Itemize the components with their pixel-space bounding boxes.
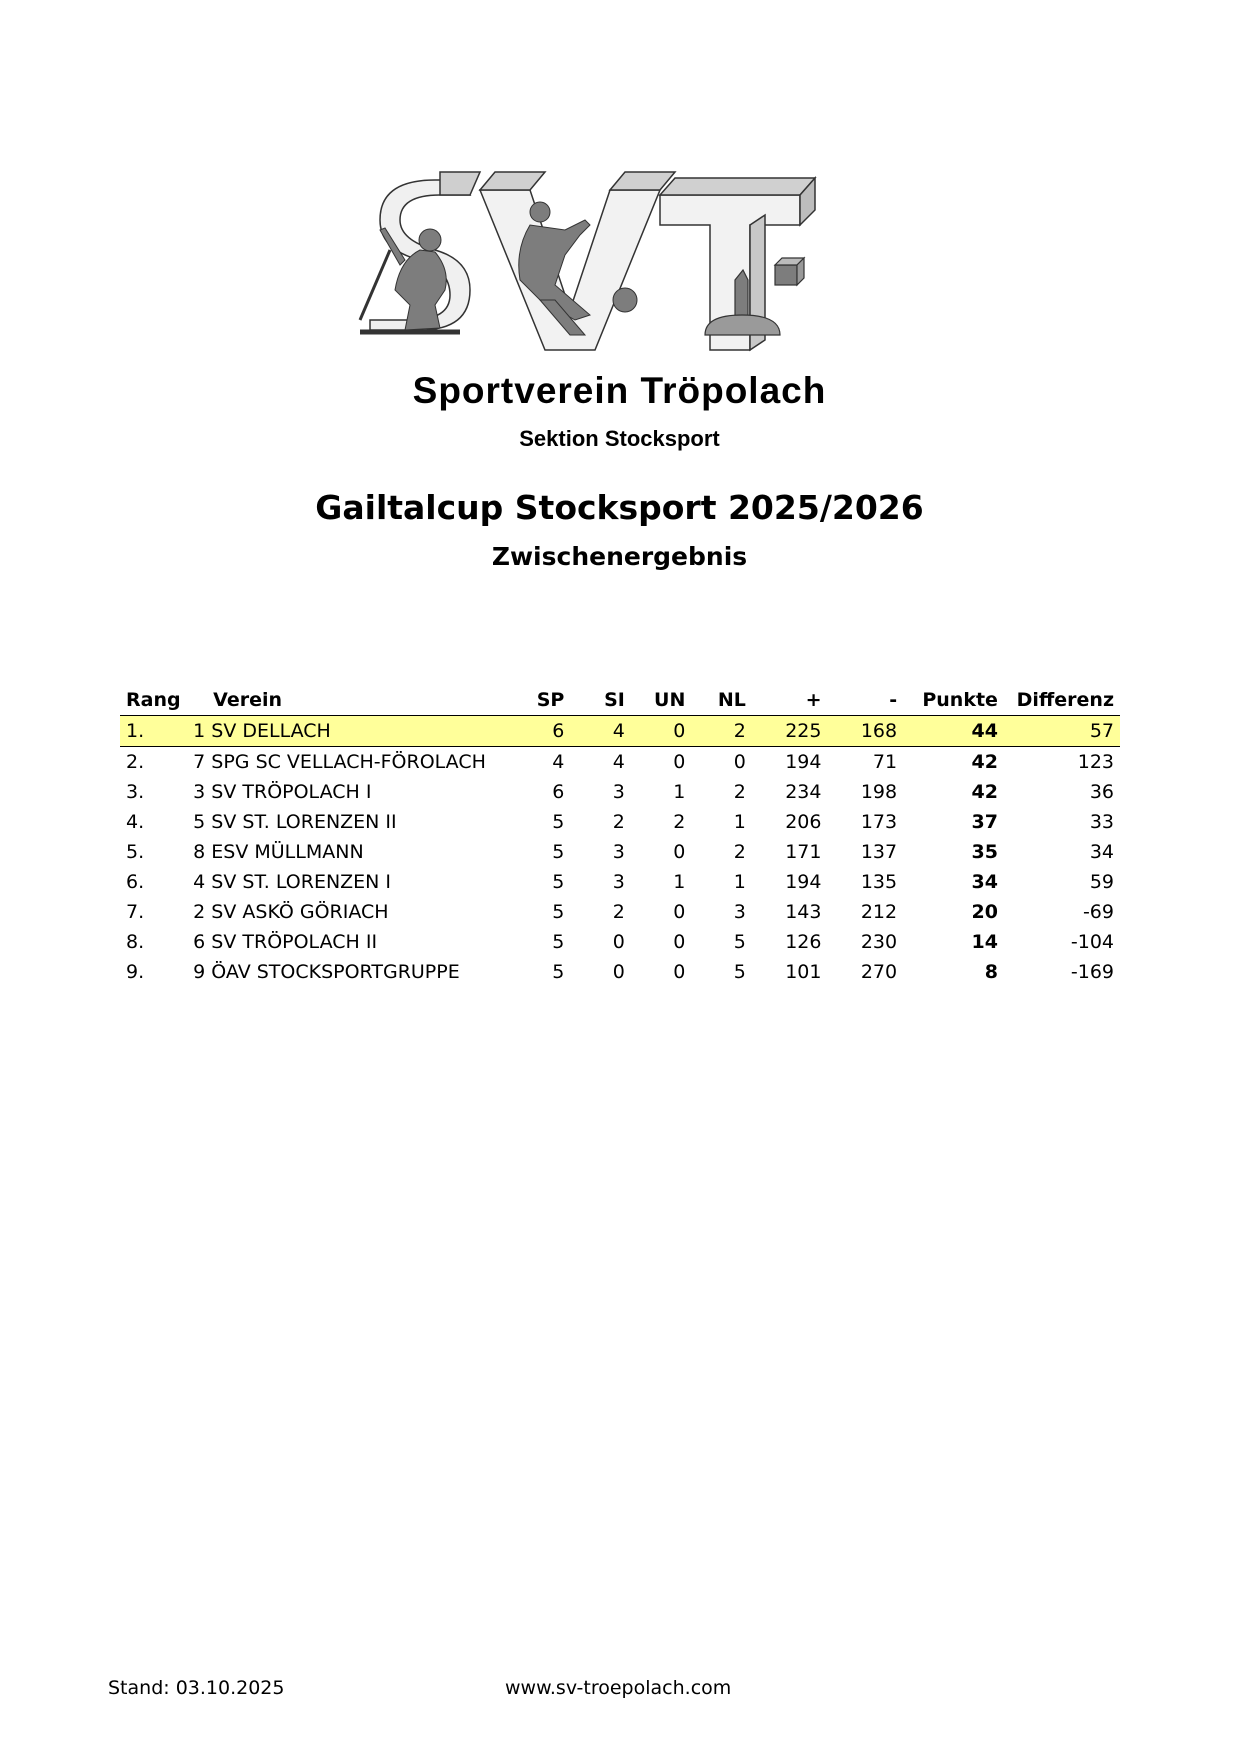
- cell-si: 2: [612, 811, 625, 833]
- col-header-si: SI: [570, 685, 631, 716]
- cell-plus: 171: [785, 841, 822, 863]
- footer-date: Stand: 03.10.2025: [108, 1677, 285, 1699]
- cell-minus: 168: [827, 716, 903, 747]
- cell-verein: 1 SV DELLACH: [187, 716, 510, 747]
- cell-sp: 4: [552, 751, 565, 773]
- cell-si: 0: [612, 961, 625, 983]
- standings-table: [120, 685, 1120, 987]
- cell-rang: 9.: [126, 961, 145, 983]
- cell-differenz: 59: [1089, 871, 1114, 893]
- cell-punkte: 8: [984, 961, 998, 983]
- col-header-rang: Rang: [120, 685, 187, 716]
- cell-nl: 2: [733, 781, 746, 803]
- cell-differenz: 34: [1089, 841, 1114, 863]
- cell-un: 0: [673, 901, 686, 923]
- cell-punkte: 42: [971, 781, 998, 803]
- cell-differenz: 33: [1089, 811, 1114, 833]
- cell-rang: 3.: [126, 781, 145, 803]
- cell-nl: 5: [733, 931, 746, 953]
- cell-minus: 230: [860, 931, 898, 953]
- page-subtitle: Zwischenergebnis: [491, 542, 748, 571]
- cell-minus: 135: [860, 871, 898, 893]
- cell-punkte: 20: [971, 901, 998, 923]
- cell-nl: 3: [733, 901, 746, 923]
- cell-punkte: 35: [971, 841, 998, 863]
- page-title: Gailtalcup Stocksport 2025/2026: [315, 488, 924, 527]
- cell-un: 0: [673, 841, 686, 863]
- cell-verein: 4 SV ST. LORENZEN I: [193, 871, 392, 893]
- cell-punkte: 42: [971, 751, 998, 773]
- cell-plus: 194: [785, 871, 822, 893]
- table-row: [120, 807, 1120, 837]
- cell-verein: 7 SPG SC VELLACH-FÖROLACH: [193, 751, 486, 773]
- cell-si: 3: [612, 871, 625, 893]
- cell-un: 0: [673, 961, 686, 983]
- cell-nl: 1: [733, 811, 746, 833]
- cell-un: 0: [631, 716, 692, 747]
- table-row: [120, 927, 1120, 957]
- table-row: [120, 897, 1120, 927]
- cell-si: 4: [612, 751, 625, 773]
- cell-plus: 234: [785, 781, 822, 803]
- table-row: [120, 747, 1120, 778]
- cell-punkte: 34: [971, 871, 998, 893]
- cell-minus: 270: [860, 961, 898, 983]
- cell-minus: 198: [860, 781, 898, 803]
- cell-differenz: -104: [1070, 931, 1114, 953]
- cell-differenz: 57: [1004, 716, 1120, 747]
- table-row: [120, 837, 1120, 867]
- cell-differenz: 123: [1077, 751, 1114, 773]
- cell-sp: 5: [552, 901, 565, 923]
- table-header-row: [120, 685, 1120, 716]
- club-logo: [340, 170, 880, 370]
- cell-rang: 6.: [126, 871, 145, 893]
- cell-plus: 194: [785, 751, 822, 773]
- table-row: [120, 957, 1120, 987]
- col-header-minus: -: [827, 685, 903, 716]
- cell-nl: 2: [733, 841, 746, 863]
- cell-punkte: 37: [971, 811, 998, 833]
- cell-sp: 6: [510, 716, 571, 747]
- cell-plus: 225: [752, 716, 828, 747]
- cell-sp: 6: [552, 781, 565, 803]
- col-header-verein: Verein: [187, 685, 510, 716]
- cell-plus: 143: [785, 901, 822, 923]
- cell-plus: 206: [785, 811, 822, 833]
- cell-verein: 6 SV TRÖPOLACH II: [193, 931, 378, 953]
- cell-un: 1: [673, 871, 686, 893]
- section-name: Sektion Stocksport: [519, 426, 720, 451]
- col-header-punkte: Punkte: [903, 685, 1004, 716]
- cell-rang: 8.: [126, 931, 145, 953]
- cell-minus: 173: [860, 811, 898, 833]
- col-header-sp: SP: [510, 685, 571, 716]
- cell-si: 3: [612, 841, 625, 863]
- cell-un: 0: [673, 931, 686, 953]
- cell-nl: 2: [691, 716, 752, 747]
- cell-punkte: 14: [971, 931, 998, 953]
- cell-nl: 5: [733, 961, 746, 983]
- cell-sp: 5: [552, 871, 565, 893]
- col-header-un: UN: [631, 685, 692, 716]
- col-header-nl: NL: [691, 685, 752, 716]
- cell-un: 0: [673, 751, 686, 773]
- cell-minus: 137: [860, 841, 898, 863]
- cell-si: 3: [612, 781, 625, 803]
- cell-minus: 212: [860, 901, 898, 923]
- cell-si: 0: [612, 931, 625, 953]
- cell-verein: 8 ESV MÜLLMANN: [193, 841, 364, 863]
- table-row: [120, 867, 1120, 897]
- cell-differenz: -169: [1070, 961, 1114, 983]
- cell-punkte: 44: [903, 716, 1004, 747]
- cell-verein: 9 ÖAV STOCKSPORTGRUPPE: [193, 961, 460, 983]
- cell-sp: 5: [552, 841, 565, 863]
- cell-verein: 5 SV ST. LORENZEN II: [193, 811, 397, 833]
- cell-sp: 5: [552, 811, 565, 833]
- cell-verein: 3 SV TRÖPOLACH I: [193, 781, 372, 803]
- cell-plus: 101: [785, 961, 822, 983]
- table-row: [120, 716, 1120, 747]
- footer-website: www.sv-troepolach.com: [505, 1677, 732, 1699]
- col-header-differenz: Differenz: [1004, 685, 1120, 716]
- cell-nl: 1: [733, 871, 746, 893]
- cell-verein: 2 SV ASKÖ GÖRIACH: [193, 901, 389, 923]
- cell-un: 1: [673, 781, 686, 803]
- cell-sp: 5: [552, 961, 565, 983]
- cell-si: 4: [570, 716, 631, 747]
- col-header-plus: +: [752, 685, 828, 716]
- cell-si: 2: [612, 901, 625, 923]
- club-name: Sportverein Tröpolach: [412, 370, 827, 411]
- cell-un: 2: [673, 811, 686, 833]
- cell-nl: 0: [733, 751, 746, 773]
- cell-rang: 1.: [120, 716, 187, 747]
- cell-rang: 2.: [126, 751, 145, 773]
- cell-minus: 71: [872, 751, 898, 773]
- cell-rang: 7.: [126, 901, 145, 923]
- table-row: [120, 777, 1120, 807]
- cell-sp: 5: [552, 931, 565, 953]
- cell-rang: 4.: [126, 811, 145, 833]
- cell-differenz: -69: [1082, 901, 1114, 923]
- cell-rang: 5.: [126, 841, 145, 863]
- cell-plus: 126: [785, 931, 822, 953]
- cell-differenz: 36: [1089, 781, 1114, 803]
